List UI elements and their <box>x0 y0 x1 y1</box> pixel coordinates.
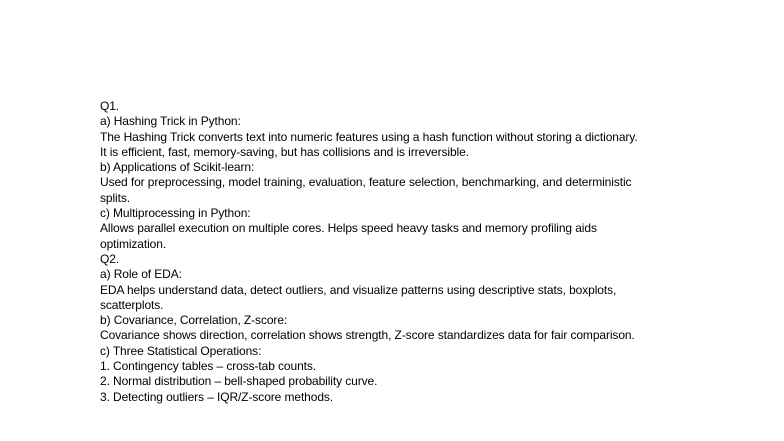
paragraph-line: optimization. <box>100 236 167 251</box>
document-body <box>100 99 740 405</box>
paragraph-line: The Hashing Trick converts text into numeric features using a hash function without storing a dictionary. <box>100 129 638 144</box>
section-heading: c) Three Statistical Operations: <box>100 343 262 358</box>
section-heading: b) Applications of Scikit-learn: <box>100 160 255 175</box>
section-heading: a) Hashing Trick in Python: <box>100 114 241 129</box>
paragraph-line: Covariance shows direction, correlation shows strength, Z-score standardizes data for fair comparison. <box>100 328 635 343</box>
paragraph-line: splits. <box>100 190 130 205</box>
list-item: 2. Normal distribution – bell-shaped probability curve. <box>100 374 378 389</box>
section-heading: b) Covariance, Correlation, Z-score: <box>100 313 288 328</box>
list-item: 3. Detecting outliers – IQR/Z-score methods. <box>100 389 334 404</box>
question-label: Q2. <box>100 251 120 266</box>
paragraph-line: EDA helps understand data, detect outliers, and visualize patterns using descriptive stats, boxplots, <box>100 282 617 297</box>
paragraph-line: Allows parallel execution on multiple cores. Helps speed heavy tasks and memory profiling aids <box>100 221 597 236</box>
section-heading: a) Role of EDA: <box>100 267 182 282</box>
question-label: Q1. <box>100 99 120 113</box>
paragraph-line: scatterplots. <box>100 297 164 312</box>
section-heading: c) Multiprocessing in Python: <box>100 206 251 221</box>
list-item: 1. Contingency tables – cross-tab counts. <box>100 359 317 374</box>
paragraph-line: It is efficient, fast, memory-saving, but has collisions and is irreversible. <box>100 144 469 159</box>
paragraph-line: Used for preprocessing, model training, evaluation, feature selection, benchmarking, and deterministic <box>100 175 632 190</box>
